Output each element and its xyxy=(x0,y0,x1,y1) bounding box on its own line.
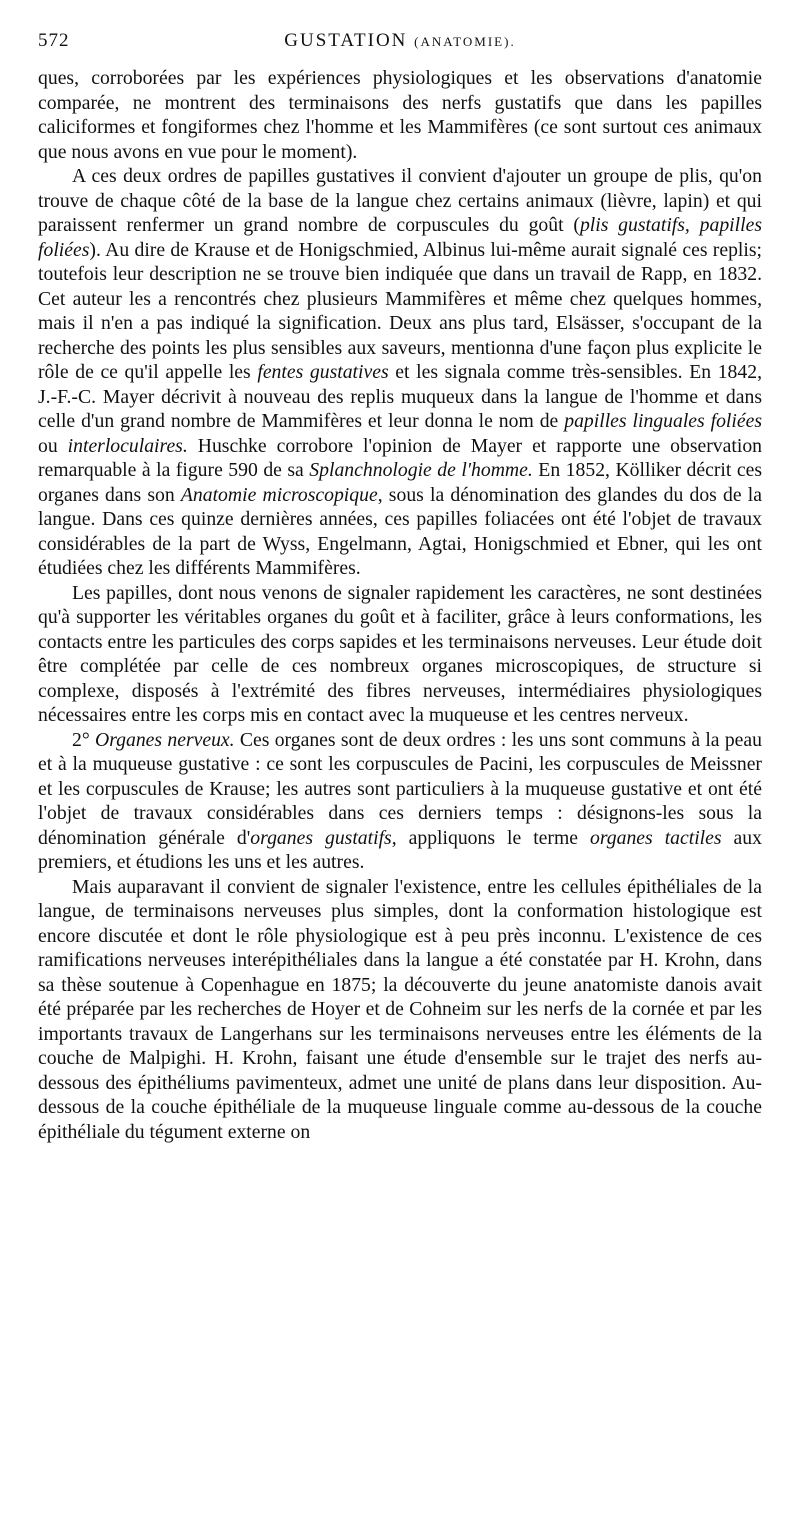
paragraph xyxy=(38,66,762,164)
text-run: et les signala comme très-sensibles. En 1842, J.-F.-C. Mayer décrivit à nouveau des replis muqueux dans la langue de l'homme et dans celle d'un grand nombre de Mammifères et leur donna le nom de xyxy=(38,361,762,432)
italic-text: fentes gustatives xyxy=(257,361,389,383)
text-run: Les papilles, dont nous venons de signaler rapidement les caractères, ne sont destinées qu'à supporter les véritables organes du goût et à faciliter, grâce à leurs conformations, les contacts entre les particules des corps sapides et les terminaisons nerveuses. Leur étude doit être complétée par celle de ces nombreux organes microscopiques, de structure si complexe, disposés à l'extrémité des fibres nerveuses, intermédiaires physiologiques nécessaires entre les corps mis en contact avec la muqueuse et les centres nerveux. xyxy=(38,581,762,726)
paragraph xyxy=(38,581,762,728)
italic-text: Splanchnologie de l'homme. xyxy=(309,459,533,481)
paragraph xyxy=(38,728,762,875)
text-run: , sous la dénomination des glandes du dos de la langue. Dans ces quinze dernières années, ces papilles foliacées ont été l'objet de travaux considérables de la part de Wyss, Engelmann, Agtai, Honigschmied et Ebner, qui les ont étudiées chez les différents Mammifères. xyxy=(38,483,762,579)
running-title xyxy=(38,30,762,52)
italic-text: Anatomie microscopique xyxy=(180,483,378,506)
text-run: ques, corroborées par les expériences physiologiques et les observations d'anatomie comparée, ne montrent des terminaisons des nerfs gustatifs que dans les papilles caliciformes et fongiformes chez l'homme et les Mammifères (ce sont surtout ces animaux que nous avons en vue pour le moment). xyxy=(38,67,762,163)
running-title-main: GUSTATION xyxy=(284,30,408,51)
italic-text: plis gustatifs, papilles foliées xyxy=(38,214,762,261)
text-run: En 1852, Kölliker décrit ces organes dans son xyxy=(38,459,762,506)
text-run: 2° xyxy=(72,728,95,751)
text-run: Mais auparavant il convient de signaler l'existence, entre les cellules épithéliales de la langue, de terminaisons nerveuses plus simples, dont la conformation histologique est encore discutée et dont le rôle physiologique est à peu près inconnu. L'existence de ces ramifications nerveuses interépithéliales dans la langue a été constatée par H. Krohn, dans sa thèse soutenue à Copenhague en 1875; la découverte du jeune anatomiste danois avait été préparée par les recherches de Hoyer et de Cohneim sur les nerfs de la cornée et par les importants travaux de Langerhans sur les terminaisons nerveuses entre les éléments de la couche de Malpighi. H. Krohn, faisant une étude d'ensemble sur le trajet des nerfs au-dessous des épithéliums pavimenteux, admet une unité de plans dans leur disposition. Au-dessous de la couche épithéliale de la muqueuse linguale comme au-dessous de la couche épithéliale du tégument externe on xyxy=(38,875,762,1143)
text-run: aux premiers, et étudions les uns et les autres. xyxy=(38,826,762,873)
italic-text: organes tactiles xyxy=(590,826,722,849)
text-run: Huschke corrobore l'opinion de Mayer et rapporte une observation remarquable à la figure 590 de sa xyxy=(38,434,763,481)
paragraph xyxy=(38,164,762,581)
italic-text: organes gustatifs xyxy=(250,826,392,849)
italic-text: interloculaires. xyxy=(67,434,188,457)
page-number: 572 xyxy=(38,30,70,51)
text-run: ). Au dire de Krause et de Honigschmied, Albinus lui-même aurait signalé ces replis; toutefois leur description ne se trouve bien indiquée que dans un travail de Rapp, en 1832. Cet auteur les a rencontrés chez plusieurs Mammifères et même chez quelques hommes, mais il n'en a pas indiqué la signification. Deux ans plus tard, Elsässer, s'occupant de la recherche des points les plus sensibles aux saveurs, mentionna d'une façon plus explicite le rôle de ce qu'il appelle les xyxy=(38,238,762,383)
text-run: Ces organes sont de deux ordres : les uns sont communs à la peau et à la muqueuse gustative : ce sont les corpuscules de Pacini, les corpuscules de Meissner et les corpuscules de Krause; les autres sont particuliers à la muqueuse gustative et ont été l'objet de travaux considérables dans ces derniers temps : désignons-les sous la dénomination générale d' xyxy=(38,728,762,849)
text-run: A ces deux ordres de papilles gustatives il convient d'ajouter un groupe de plis, qu'on trouve de chaque côté de la base de la langue chez certains animaux (lièvre, lapin) et qui paraissent renfermer un grand nombre de corpuscules du goût ( xyxy=(38,165,762,236)
italic-text: papilles linguales foliées xyxy=(564,410,763,432)
italic-text: Organes nerveux. xyxy=(95,728,235,751)
text-run: , appliquons le terme xyxy=(391,826,590,849)
paragraph xyxy=(38,875,762,1145)
running-title-sub: (ANATOMIE). xyxy=(414,34,516,49)
page-header xyxy=(38,30,762,58)
text-run: ou xyxy=(38,434,68,457)
body-text xyxy=(38,66,762,1144)
